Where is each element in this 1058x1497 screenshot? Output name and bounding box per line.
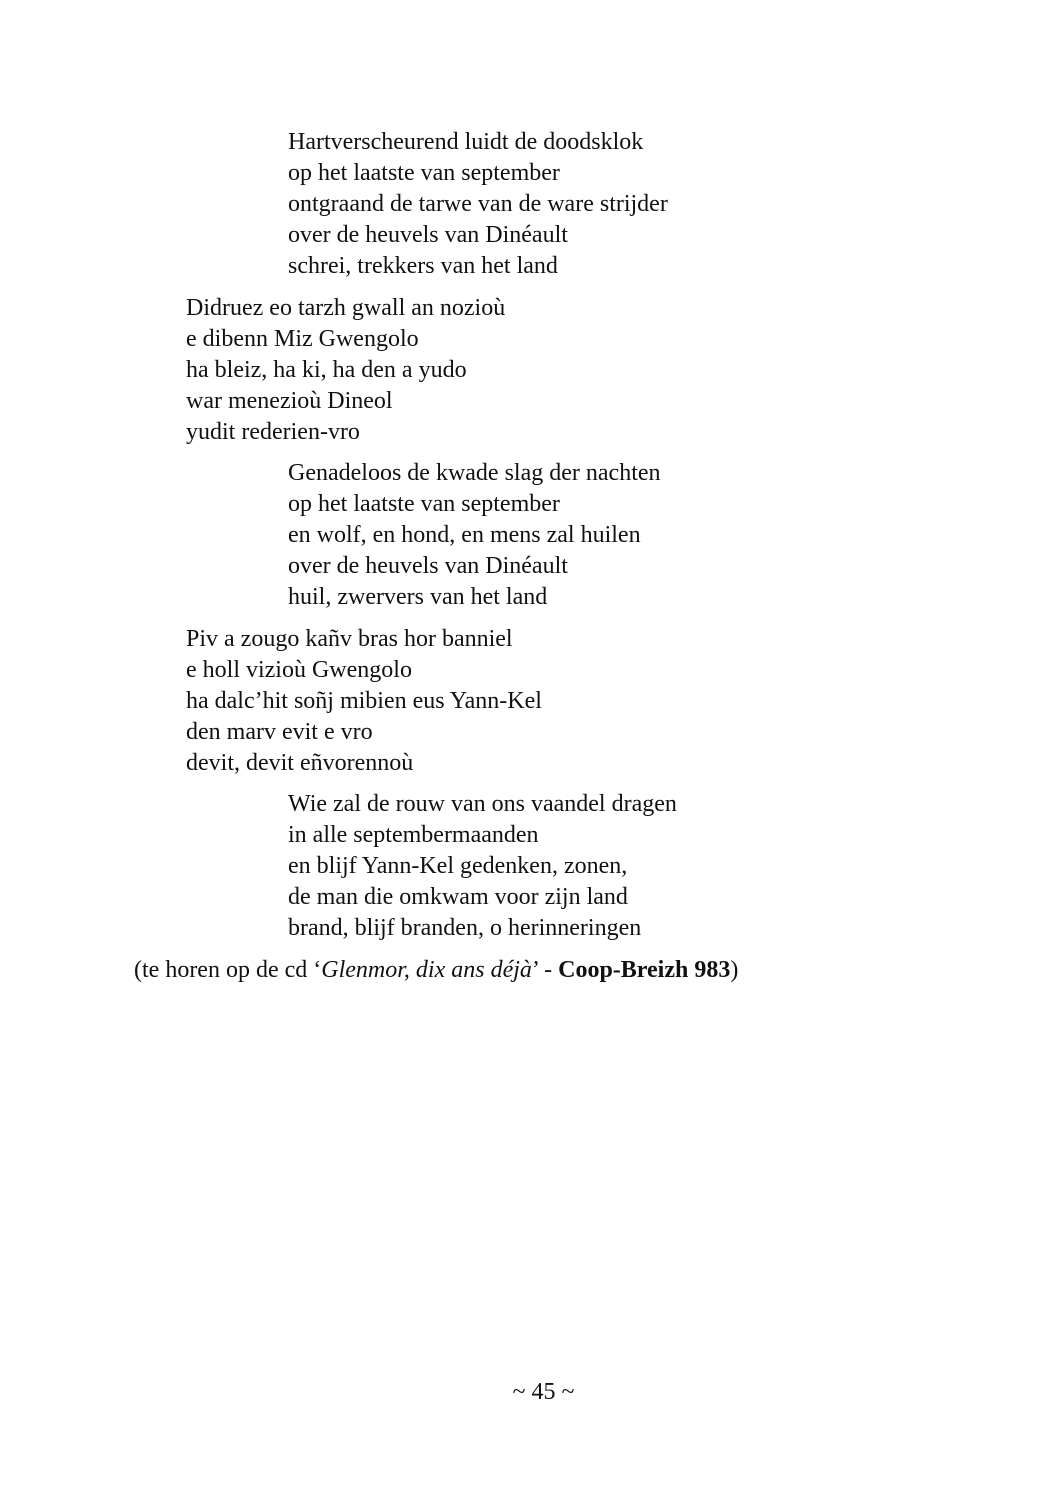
poem-line: Wie zal de rouw van ons vaandel dragen (288, 791, 677, 817)
poem-line: huil, zwervers van het land (288, 584, 548, 610)
source-middle: ’ - (531, 957, 559, 983)
poem-line: ha bleiz, ha ki, ha den a yudo (186, 357, 467, 383)
poem-line: devit, devit eñvorennoù (186, 750, 414, 776)
source-suffix: ) (730, 957, 739, 983)
poem-line: war menezioù Dineol (186, 388, 393, 414)
poem-line: in alle septembermaanden (288, 822, 539, 848)
poem-line: over de heuvels van Dinéault (288, 222, 568, 248)
poem-line: en blijf Yann-Kel gedenken, zonen, (288, 853, 628, 879)
stanza-breton-1 (186, 293, 505, 448)
stanza-dutch-3 (288, 789, 677, 944)
stanza-breton-2 (186, 624, 542, 779)
poem-line: den marv evit e vro (186, 719, 373, 745)
source-prefix: (te horen op de cd ‘ (134, 957, 322, 983)
page-number: ~ 45 ~ (512, 1379, 575, 1405)
poem-line: e holl vizioù Gwengolo (186, 657, 412, 683)
poem-line: en wolf, en hond, en mens zal huilen (288, 522, 641, 548)
poem-line: op het laatste van september (288, 160, 560, 186)
poem-line: Genadeloos de kwade slag der nachten (288, 460, 661, 486)
poem-line: op het laatste van september (288, 491, 560, 517)
poem-line: e dibenn Miz Gwengolo (186, 326, 419, 352)
poem-line: yudit rederien-vro (186, 419, 360, 445)
poem-line: brand, blijf branden, o herinneringen (288, 915, 642, 941)
poem-line: schrei, trekkers van het land (288, 253, 558, 279)
record-label: Coop-Breizh 983 (558, 957, 731, 983)
stanza-dutch-1 (288, 127, 668, 282)
album-title: Glenmor, dix ans déjà (321, 957, 532, 983)
poem-line: over de heuvels van Dinéault (288, 553, 568, 579)
source-note (134, 955, 738, 986)
poem-line: ha dalc’hit soñj mibien eus Yann-Kel (186, 688, 542, 714)
poem-line: ontgraand de tarwe van de ware strijder (288, 191, 668, 217)
poem-line: de man die omkwam voor zijn land (288, 884, 628, 910)
poem-line: Hartverscheurend luidt de doodsklok (288, 129, 644, 155)
stanza-dutch-2 (288, 458, 661, 613)
poem-line: Piv a zougo kañv bras hor banniel (186, 626, 513, 652)
poem-line: Didruez eo tarzh gwall an nozioù (186, 295, 506, 321)
